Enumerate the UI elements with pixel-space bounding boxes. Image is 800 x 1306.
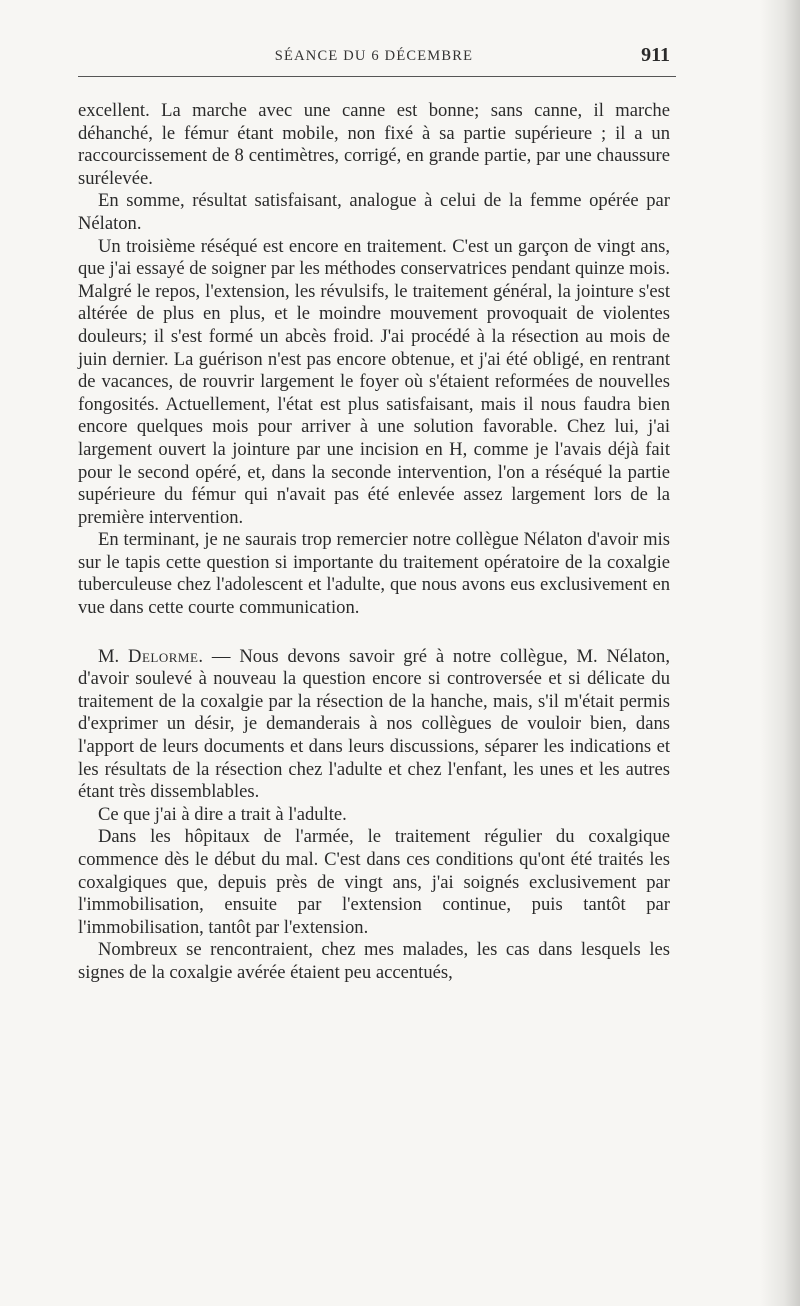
paragraph-delorme <box>78 646 670 804</box>
paragraph-numerous-cases: Nombreux se rencontraient, chez mes malades, les cas dans lesquels les signes de la coxalgie avérée étaient peu accentués, <box>78 939 670 983</box>
page-number: 911 <box>641 44 670 66</box>
paragraph-conclusion: En terminant, je ne saurais trop remercier notre collègue Nélaton d'avoir mis sur le tapis cette question si importante du traitement opératoire de la coxalgie tuberculeuse chez l'adolescent et l'adulte, que nous avons eus exclusivement en vue dans cette courte communication. <box>78 529 670 619</box>
body-text <box>78 100 670 985</box>
paragraph-adult: Ce que j'ai à dire a trait à l'adulte. <box>98 803 347 825</box>
paragraph-third-case: Un troisième réséqué est encore en traitement. C'est un garçon de vingt ans, que j'ai essayé de soigner par les méthodes conservatrices pendant quinze mois. Malgré le repos, l'extension, les révulsifs, le traitement général, la jointure s'est altérée de plus en plus, et le moindre mouvement provoquait de violentes douleurs; il s'est formé un abcès froid. J'ai procédé à la résection au mois de juin dernier. La guérison n'est pas encore obtenue, et j'ai été obligé, en rentrant de vacances, de rouvrir largement le foyer où s'étaient reformées de nouvelles fongosités. Actuellement, l'état est plus satisfaisant, mais il nous faudra bien encore quelques mois pour arriver à une solution favorable. Chez lui, j'ai largement ouvert la jointure par une incision en H, comme je l'avais déjà fait pour le second opéré, et, dans la seconde intervention, l'on a réséqué la partie supérieure du fémur qui n'avait pas été enlevée assez largement lors de la première intervention. <box>78 235 670 528</box>
speaker-name: Delorme <box>128 645 199 667</box>
page-edge-shadow <box>760 0 800 1306</box>
running-head: SÉANCE DU 6 DÉCEMBRE <box>274 48 474 64</box>
paragraph-continuation: excellent. La marche avec une canne est bonne; sans canne, il marche déhanché, le fémur étant mobile, non fixé à sa partie supérieure ; il a un raccourcissement de 8 centimètres, corrigé, en grande partie, par une chaussure surélevée. <box>78 100 670 189</box>
delorme-text: . — Nous devons savoir gré à notre collègue, M. Nélaton, d'avoir soulevé à nouveau la question encore si controversée et si délicate du traitement de la coxalgie par la résection de la hanche, mais, s'il m'était permis d'exprimer un désir, je demanderais à nos collègues de vouloir bien, dans l'apport de leurs documents et dans leurs discussions, séparer les indications et les résultats de la résection chez l'adulte et chez l'enfant, les unes et les autres étant très dissemblables. <box>78 645 670 803</box>
header-rule <box>78 76 676 77</box>
page-header <box>78 44 670 74</box>
paragraph-summary: En somme, résultat satisfaisant, analogue à celui de la femme opérée par Nélaton. <box>78 190 670 234</box>
paragraph-army-hospitals: Dans les hôpitaux de l'armée, le traitement régulier du coxalgique commence dès le début du mal. C'est dans ces conditions qu'ont été traités les coxalgiques que, depuis près de vingt ans, j'ai soignés exclusivement par l'immobilisation, ensuite par l'extension continue, puis tantôt par l'immobilisation, tantôt par l'extension. <box>78 826 670 938</box>
speaker-prefix: M. <box>98 645 129 667</box>
